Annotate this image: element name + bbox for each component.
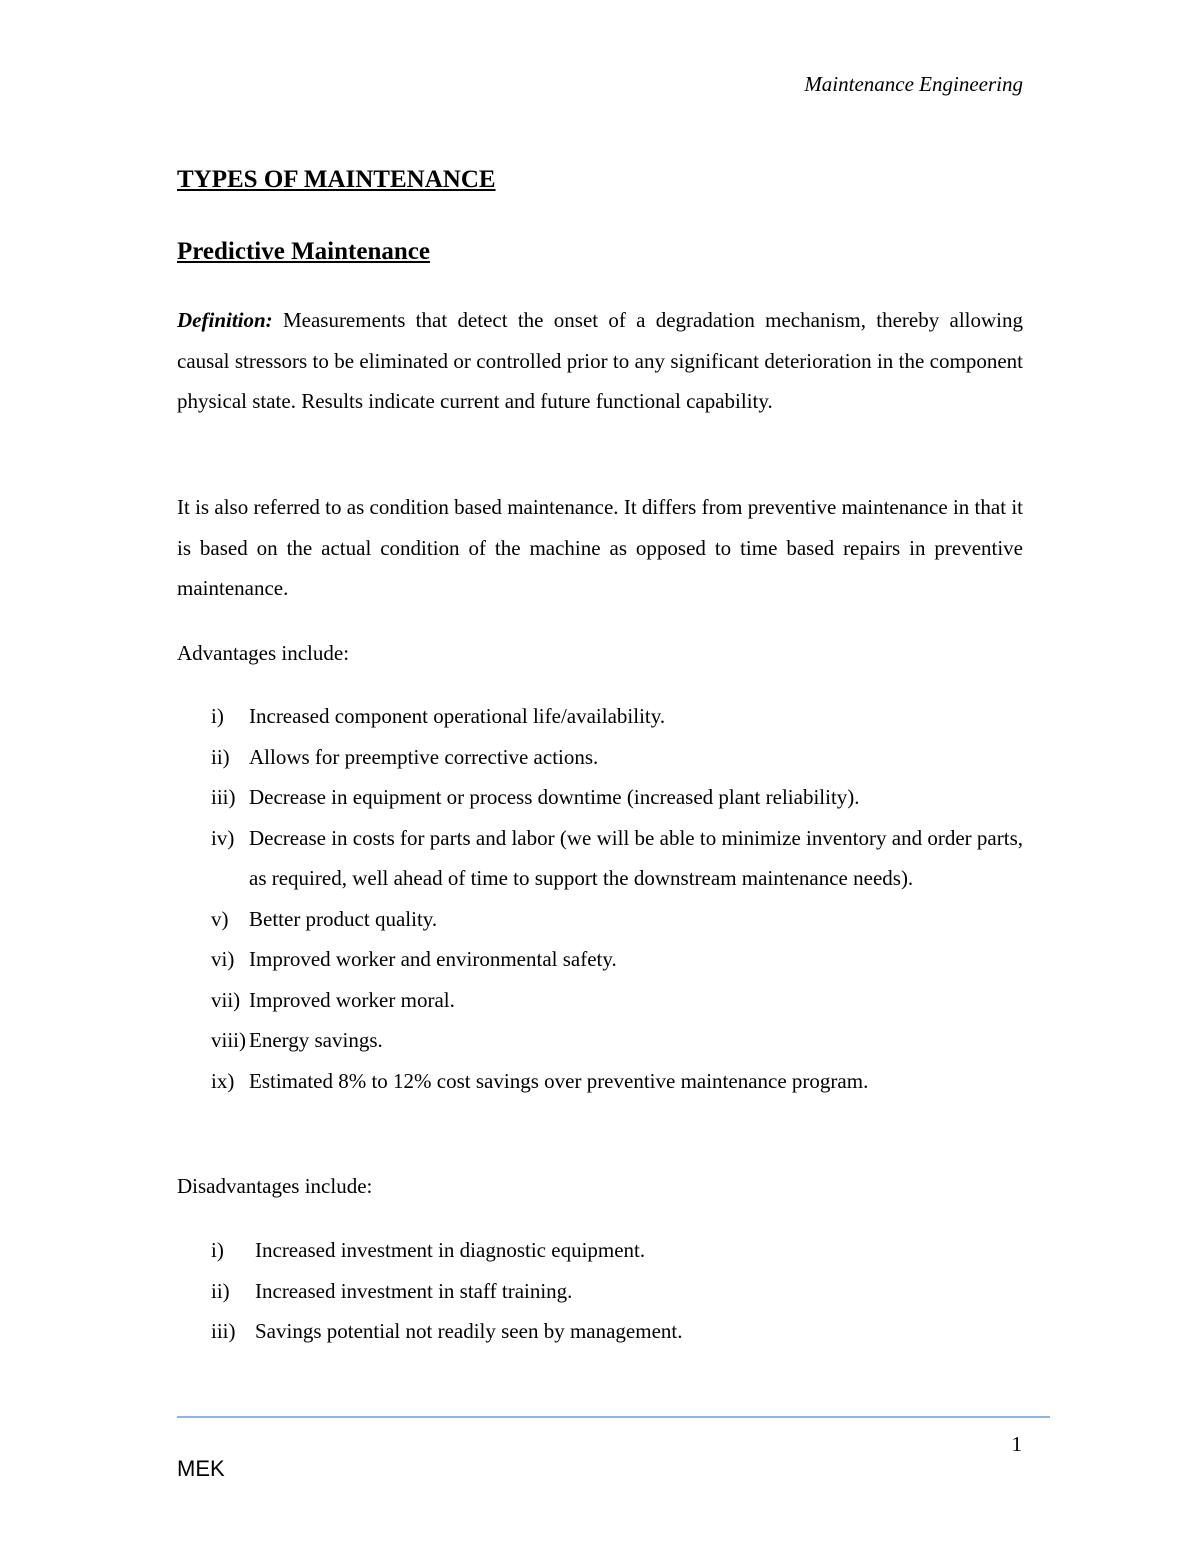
list-item-number: ii) bbox=[211, 744, 230, 769]
list-item-text: Better product quality. bbox=[249, 906, 438, 931]
list-item-text: Improved worker moral. bbox=[249, 987, 455, 1012]
list-item bbox=[177, 1271, 1023, 1312]
list-item-text: Increased investment in diagnostic equipment. bbox=[255, 1238, 646, 1262]
list-item-text: Energy savings. bbox=[249, 1028, 383, 1052]
list-item-number: ix) bbox=[211, 1068, 235, 1093]
list-item-number: ii) bbox=[211, 1278, 230, 1303]
list-item-text: Improved worker and environmental safety. bbox=[249, 947, 617, 971]
list-item-number: iii) bbox=[211, 1319, 236, 1343]
list-item bbox=[177, 777, 1023, 818]
list-item-text: Increased investment in staff training. bbox=[255, 1278, 573, 1303]
list-item-text: Decrease in equipment or process downtime (increased plant reliability). bbox=[249, 785, 860, 809]
list-item-text: Decrease in costs for parts and labor (we will be able to minimize inventory and order parts, as required, well ahead of time to support the downstream maintenance needs). bbox=[249, 825, 1023, 890]
list-item-number: i) bbox=[211, 704, 224, 728]
list-item-number: i) bbox=[211, 1238, 224, 1262]
advantages-heading: Advantages include: bbox=[177, 641, 350, 665]
section-heading: Predictive Maintenance bbox=[177, 238, 430, 265]
list-item bbox=[177, 737, 1023, 778]
list-item-number: vi) bbox=[211, 947, 235, 971]
document-title: TYPES OF MAINTENANCE bbox=[177, 166, 496, 193]
list-item-text: Savings potential not readily seen by management. bbox=[255, 1319, 683, 1343]
advantages-list bbox=[177, 696, 1023, 1101]
list-item bbox=[177, 980, 1023, 1021]
list-item bbox=[177, 1230, 1023, 1271]
list-item-text: Estimated 8% to 12% cost savings over preventive maintenance program. bbox=[249, 1068, 869, 1093]
definition-paragraph bbox=[177, 300, 1023, 422]
list-item bbox=[177, 1020, 1023, 1061]
list-item bbox=[177, 1311, 1023, 1352]
list-item-number: vii) bbox=[211, 987, 241, 1012]
definition-label: Definition: bbox=[177, 308, 273, 332]
definition-text: Measurements that detect the onset of a degradation mechanism, thereby allowing causal stressors to be eliminated or controlled prior to any significant deterioration in the component physical state. Results indicate current and future functional capability. bbox=[177, 308, 1024, 413]
list-item bbox=[177, 939, 1023, 980]
list-item-number: iii) bbox=[211, 785, 236, 809]
list-item bbox=[177, 696, 1023, 737]
list-item-number: iv) bbox=[211, 825, 235, 850]
footer-author: MEK bbox=[177, 1456, 225, 1481]
list-item bbox=[177, 1061, 1023, 1102]
condition-paragraph: It is also referred to as condition based maintenance. It differs from preventive maintenance in that it is based on the actual condition of the machine as opposed to time based repairs in preventive maintenance. bbox=[177, 495, 1023, 600]
disadvantages-list bbox=[177, 1230, 1023, 1352]
list-item bbox=[177, 899, 1023, 940]
list-item-text: Increased component operational life/availability. bbox=[249, 704, 666, 728]
list-item bbox=[177, 818, 1023, 899]
list-item-text: Allows for preemptive corrective actions. bbox=[249, 744, 599, 769]
list-item-number: v) bbox=[211, 906, 229, 931]
running-header: Maintenance Engineering bbox=[804, 72, 1023, 96]
footer-divider bbox=[177, 1416, 1050, 1418]
page-number: 1 bbox=[1011, 1432, 1022, 1456]
disadvantages-heading: Disadvantages include: bbox=[177, 1174, 373, 1198]
list-item-number: viii) bbox=[211, 1028, 246, 1052]
